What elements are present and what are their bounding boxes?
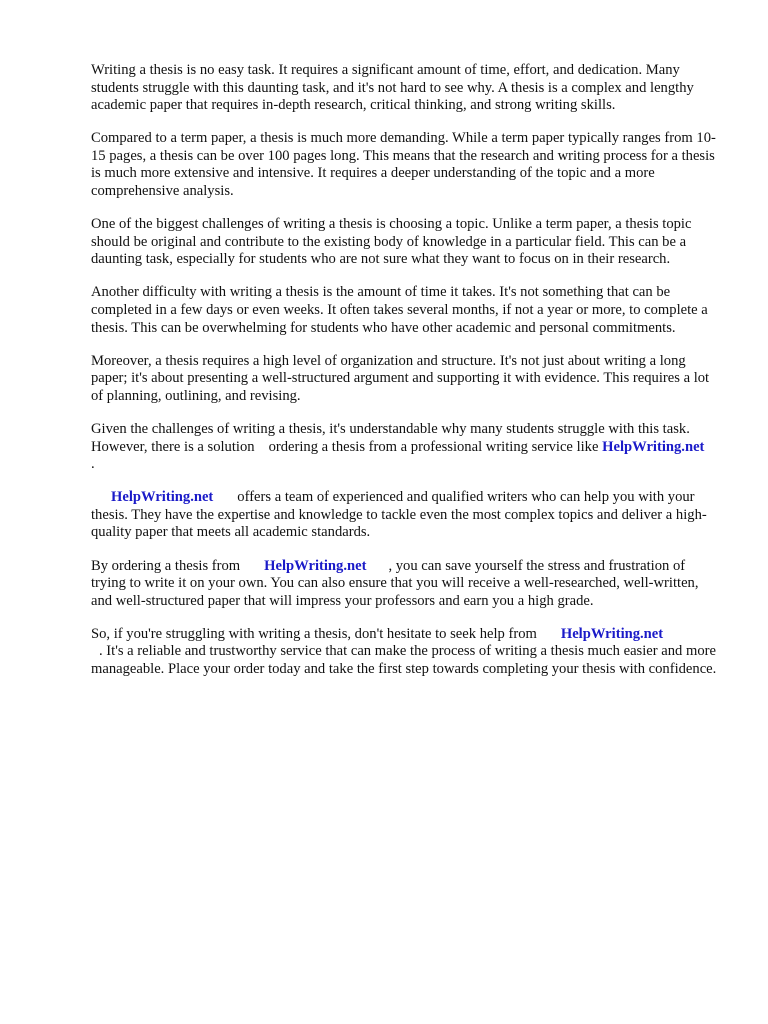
paragraph-conclusion [91,626,721,679]
helpwriting-link-2[interactable]: HelpWriting.net [111,489,214,506]
helpwriting-link-4[interactable]: HelpWriting.net [560,625,664,642]
paragraph-term-paper: Compared to a term paper, a thesis is much more demanding. While a term paper typically ranges from 10-15 pages, a thesis can be over 100 pages long. This means that the research and writing process for a thesis is much more extensive and intensive. It requires a deeper understanding of the topic and a more comprehensive analysis. [91,130,716,200]
paragraph-solution [91,421,721,474]
paragraph-time: Another difficulty with writing a thesis is the amount of time it takes. It's not something that can be completed in a few days or even weeks. It often takes several months, if not a year or more, to complete a thesis. This can be overwhelming for students who have other academic and personal commitments. [91,284,708,336]
service-offer-text: offers a team of experienced and qualified writers who can help you with your thesis. They have the expertise and knowledge to tackle even the most complex topics and deliver a high-quality paper that meets all academic standards. [91,489,707,541]
paragraph-ordering [91,558,721,611]
conclusion-text-start: So, if you're struggling with writing a thesis, don't hesitate to seek help from [91,625,537,642]
solution-text-continued: ordering a thesis from a professional writing service like [268,438,599,455]
paragraph-topic-choice: One of the biggest challenges of writing a thesis is choosing a topic. Unlike a term paper, a thesis topic should be original and contribute to the existing body of knowledge in a particular field. This can be a daunting task, especially for students who are not sure what they want to focus on in their research. [91,216,692,268]
solution-period: . [91,456,95,473]
document-body [91,62,721,694]
paragraph-organization: Moreover, a thesis requires a high level of organization and structure. It's not just about writing a long paper; it's about presenting a well-structured argument and supporting it with evidence. This requires a lot of planning, outlining, and revising. [91,352,710,404]
conclusion-text-end: . It's a reliable and trustworthy service that can make the process of writing a thesis much easier and more manageable. Place your order today and take the first step towards completing your thesis with confidence. [91,643,717,678]
solution-text: Given the challenges of writing a thesis, it's understandable why many students struggle with this task. However, there is a solution [91,421,690,455]
paragraph-intro: Writing a thesis is no easy task. It requires a significant amount of time, effort, and dedication. Many students struggle with this daunting task, and it's not hard to see why. A thesis is a complex and lengthy academic paper that requires in-depth research, critical thinking, and strong writing skills. [91,62,694,114]
ordering-text-start: By ordering a thesis from [91,557,241,574]
paragraph-service-offer [91,489,721,542]
helpwriting-link-3[interactable]: HelpWriting.net [264,557,367,574]
helpwriting-link-1[interactable]: HelpWriting.net [602,438,705,455]
ordering-text-end: , you can save yourself the stress and frustration of trying to write it on your own. You can also ensure that you will receive a well-researched, well-written, and well-structured paper that will impress your professors and earn you a high grade. [91,557,699,609]
